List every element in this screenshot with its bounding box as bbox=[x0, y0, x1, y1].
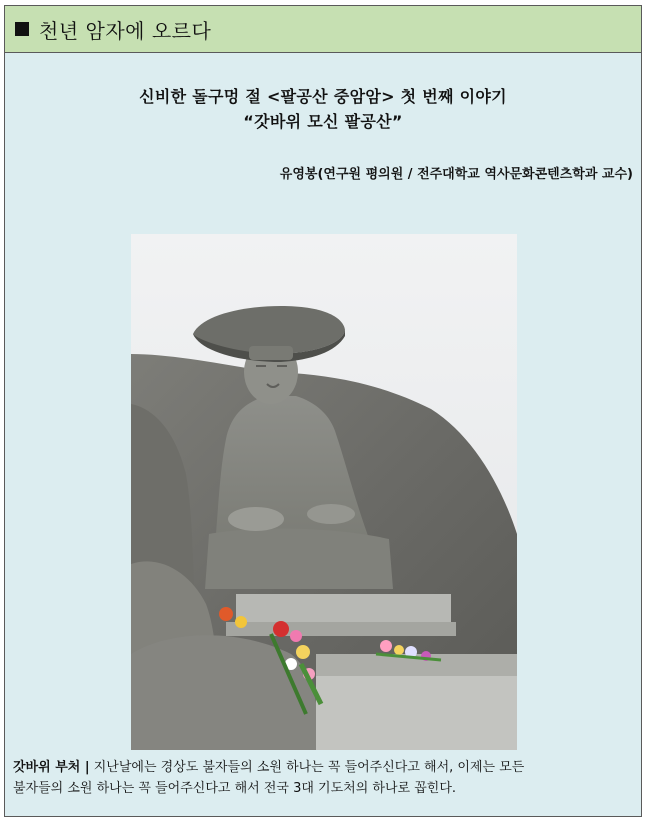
author-byline: 유영봉(연구원 평의원 / 전주대학교 역사문화콘텐츠학과 교수) bbox=[279, 167, 633, 182]
caption-label: 갓바위 부처 | bbox=[13, 760, 90, 775]
caption-text-line2: 불자들의 소원 하나는 꼭 들어주신다고 해서 전국 3대 기도처의 하나로 꼽힌다. bbox=[13, 781, 457, 796]
article-subtitle: “갓바위 모신 팔공산” bbox=[243, 112, 403, 131]
photo-caption bbox=[13, 757, 633, 799]
buddha-statue-photo bbox=[131, 234, 517, 750]
section-title: 천년 암자에 오르다 bbox=[39, 18, 212, 43]
square-bullet-icon bbox=[15, 22, 29, 36]
article-box bbox=[4, 5, 642, 817]
caption-text-line1: 지난날에는 경상도 불자들의 소원 하나는 꼭 들어주신다고 해서, 이제는 모든 bbox=[89, 760, 525, 775]
section-header bbox=[5, 6, 641, 53]
article-title: 신비한 돌구멍 절 <팔공산 중암암> 첫 번째 이야기 bbox=[139, 87, 507, 106]
